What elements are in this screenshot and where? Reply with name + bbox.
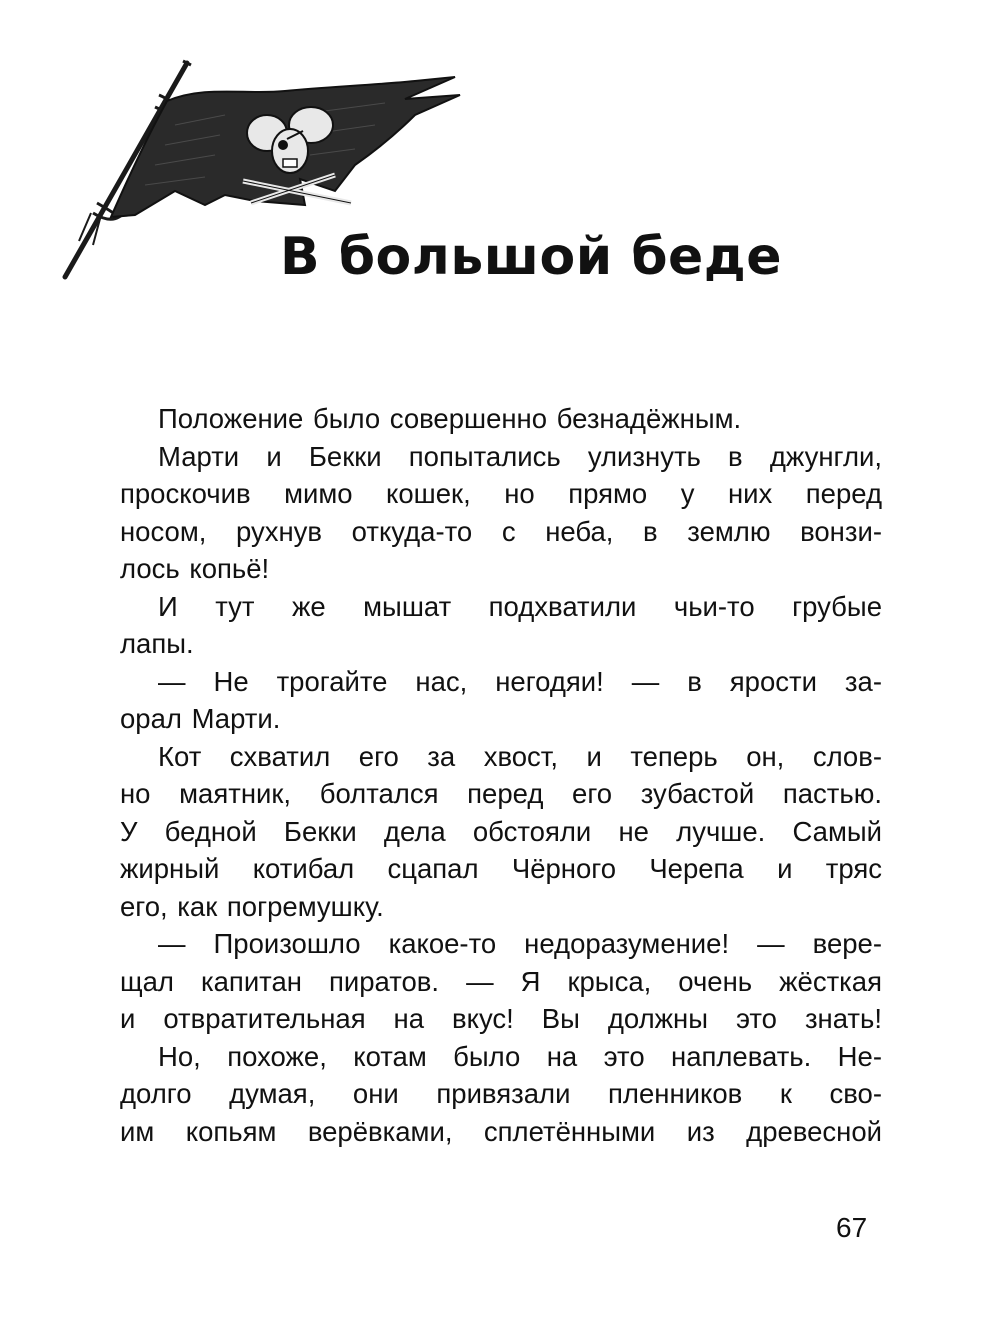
text-line: У бедной Бекки дела обстояли не лучше. Самый bbox=[120, 815, 882, 847]
chapter-title: В большой беде bbox=[280, 227, 783, 287]
text-line: лось копьё! bbox=[120, 553, 270, 584]
page-number: 67 bbox=[836, 1212, 868, 1243]
text-line: Положение было совершенно безнадёжным. bbox=[158, 403, 742, 434]
text-line: И тут же мышат подхватили чьи-то грубые bbox=[158, 590, 882, 622]
text-line: и отвратительная на вкус! Вы должны это знать! bbox=[120, 1003, 882, 1034]
text-line: щал капитан пиратов. — Я крыса, очень жёсткая bbox=[120, 965, 882, 997]
text-line: проскочив мимо кошек, но прямо у них перед bbox=[120, 478, 882, 509]
text-line: им копьям верёвками, сплетёнными из древесной bbox=[120, 1115, 882, 1147]
text-line: Марти и Бекки попытались улизнуть в джунгли, bbox=[158, 440, 882, 472]
text-line: долго думая, они привязали пленников к сво- bbox=[120, 1078, 882, 1109]
text-line: но маятник, болтался перед его зубастой пастью. bbox=[120, 778, 882, 809]
text-line: — Не трогайте нас, негодяи! — в ярости за- bbox=[158, 665, 882, 697]
text-line: его, как погремушку. bbox=[120, 890, 384, 922]
text-line: орал Марти. bbox=[120, 703, 281, 734]
text-line: носом, рухнув откуда-то с неба, в землю вонзи- bbox=[120, 515, 882, 547]
text-line: Но, похоже, котам было на это наплевать. Не- bbox=[158, 1040, 882, 1072]
chapter-body bbox=[120, 400, 882, 1150]
text-line: — Произошло какое-то недоразумение! — вере- bbox=[158, 928, 882, 959]
text-line: Кот схватил его за хвост, и теперь он, слов- bbox=[158, 740, 882, 772]
text-line: лапы. bbox=[120, 628, 194, 659]
text-line: жирный котибал сцапал Чёрного Черепа и тряс bbox=[120, 853, 882, 884]
